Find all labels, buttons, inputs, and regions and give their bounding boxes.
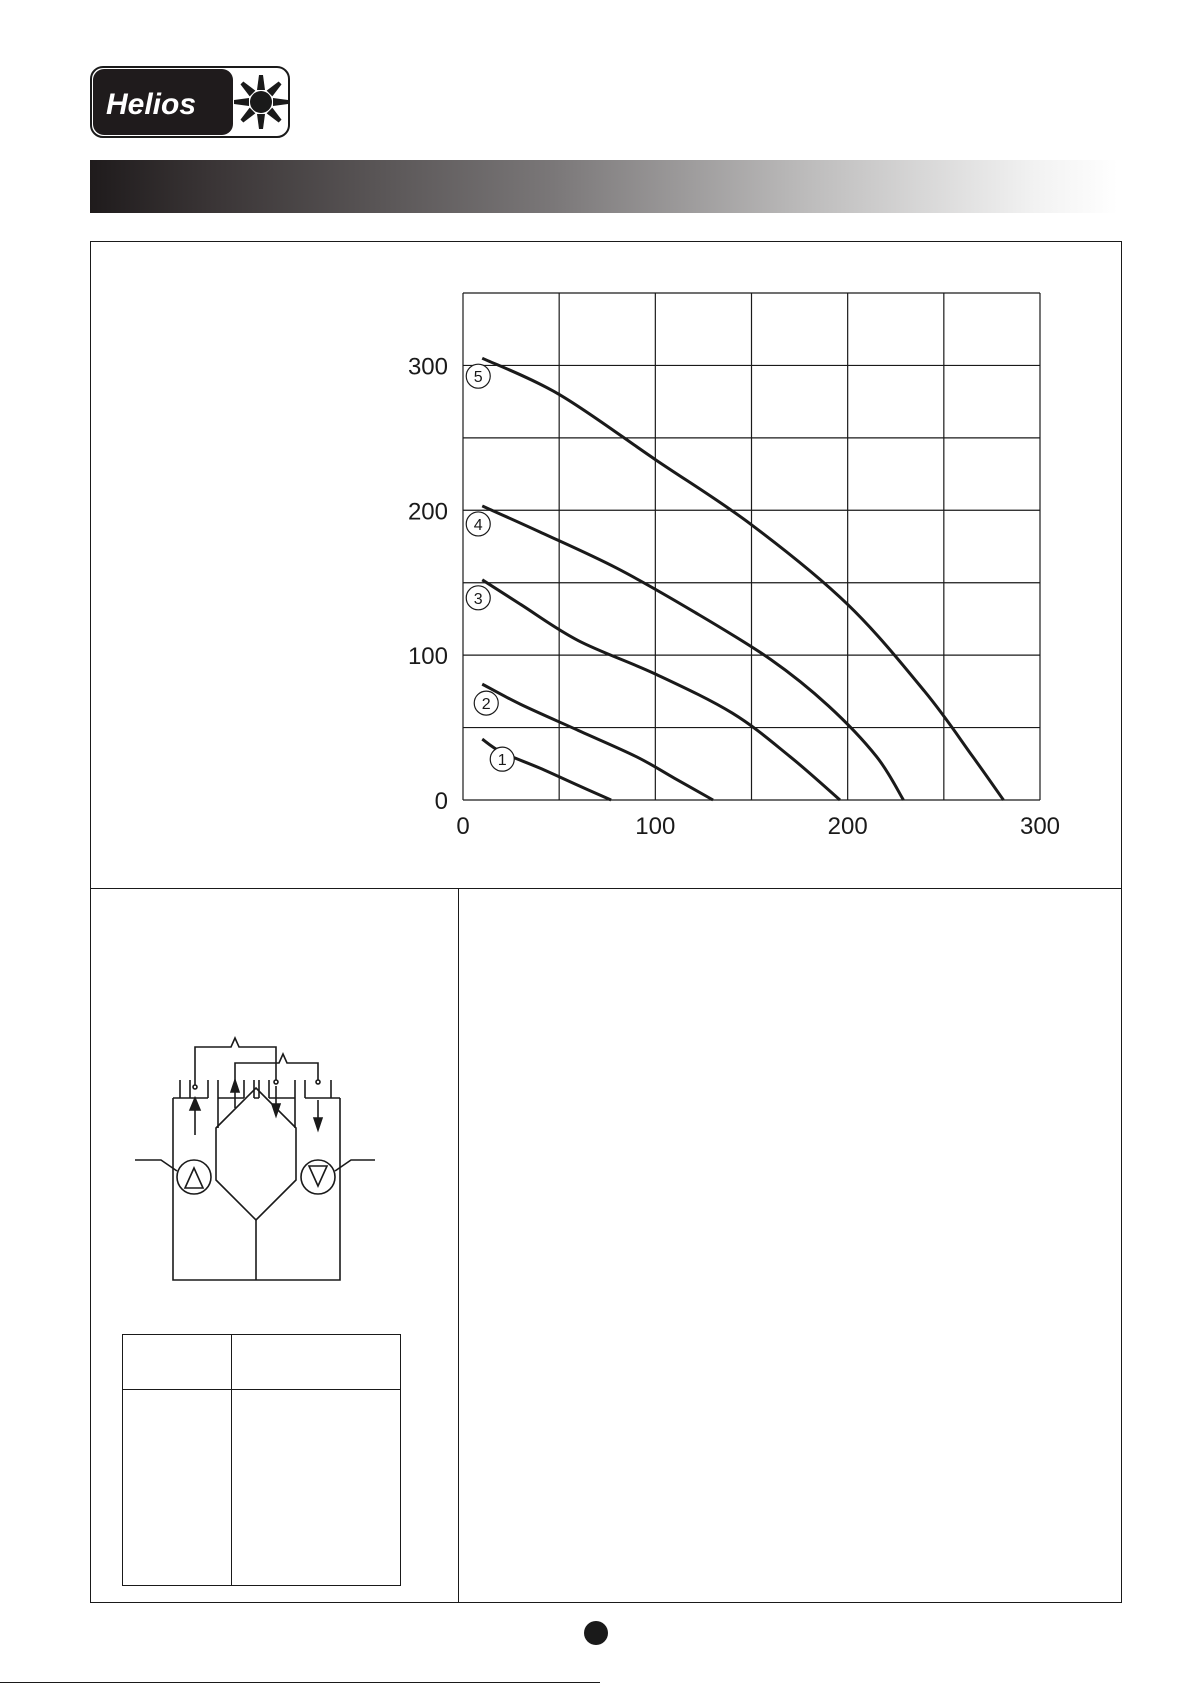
curve-label-text: 5 bbox=[473, 369, 483, 387]
curve-5 bbox=[482, 358, 1003, 800]
table-column-divider bbox=[231, 1335, 232, 1585]
curve-label-4 bbox=[466, 512, 490, 536]
legend-table bbox=[122, 1334, 401, 1586]
y-tick-label: 200 bbox=[407, 498, 448, 526]
fan-icon bbox=[234, 75, 288, 129]
curve-label-2 bbox=[474, 691, 498, 715]
page-indicator-dot bbox=[584, 1621, 608, 1645]
helios-logo bbox=[90, 66, 290, 138]
ventilation-schematic bbox=[135, 1020, 395, 1300]
x-tick-label: 0 bbox=[456, 813, 470, 840]
curve-2 bbox=[482, 684, 713, 800]
curve-label-text: 2 bbox=[481, 696, 491, 714]
curve-label-text: 4 bbox=[473, 516, 483, 534]
y-tick-label: 0 bbox=[434, 788, 448, 815]
curve-label-5 bbox=[466, 364, 490, 388]
curve-label-3 bbox=[466, 586, 490, 610]
header-gradient-bar bbox=[90, 160, 1118, 213]
y-tick-label: 100 bbox=[407, 643, 448, 671]
fan-right bbox=[301, 1160, 335, 1194]
curve-label-1 bbox=[490, 747, 514, 771]
x-tick-label: 200 bbox=[827, 813, 868, 840]
performance-chart bbox=[380, 270, 1080, 850]
fan-left bbox=[177, 1160, 211, 1194]
section-divider bbox=[90, 888, 1122, 889]
table-header-divider bbox=[123, 1389, 400, 1390]
y-tick-label: 300 bbox=[407, 353, 448, 381]
curve-label-text: 3 bbox=[473, 590, 483, 608]
heat-exchanger bbox=[216, 1088, 296, 1220]
bottom-rule bbox=[0, 1682, 600, 1683]
curve-label-text: 1 bbox=[497, 752, 507, 770]
column-divider bbox=[458, 888, 459, 1603]
x-tick-label: 100 bbox=[635, 813, 676, 840]
curve-4 bbox=[482, 506, 903, 800]
logo-text: Helios bbox=[106, 88, 197, 121]
x-tick-label: 300 bbox=[1019, 813, 1061, 840]
